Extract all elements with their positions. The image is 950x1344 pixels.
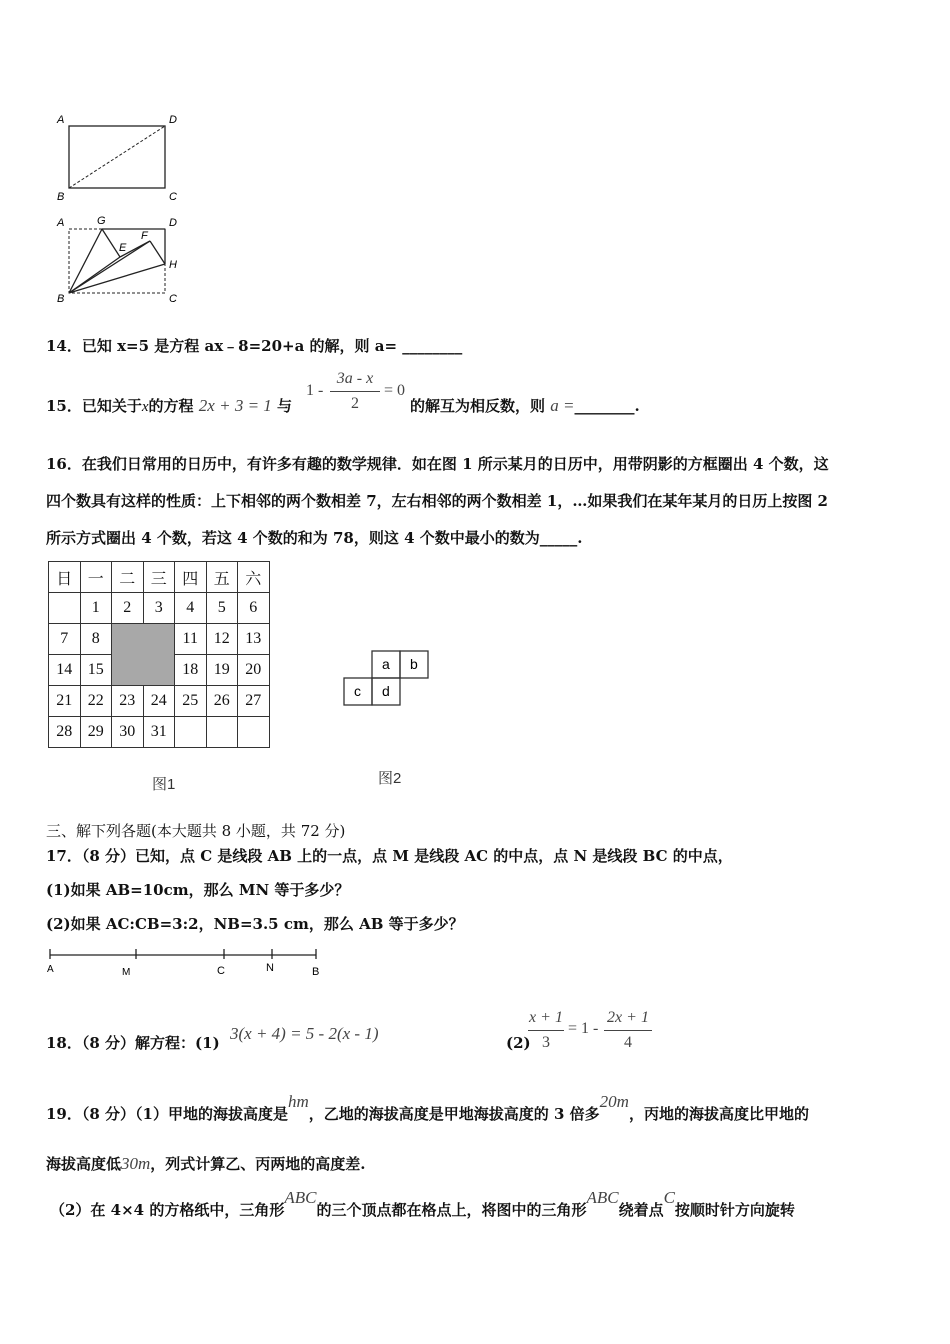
- q15-frac-num: 3a - x: [336, 370, 374, 387]
- label-e: E: [119, 242, 127, 254]
- calendar-cell: 4: [175, 593, 207, 624]
- fig2-c: c: [354, 683, 361, 699]
- q16-line3-wrap: [46, 528, 582, 548]
- calendar-cell: 19: [206, 655, 238, 686]
- figure-2: [342, 648, 434, 710]
- q15-end: .: [634, 397, 640, 415]
- q19-20m: 20m: [599, 1092, 629, 1111]
- calendar-cell: 24: [143, 686, 175, 717]
- q19-t1: 19．（8 分）（1）甲地的海拔高度是: [46, 1105, 288, 1123]
- fig2-b: b: [410, 656, 418, 672]
- q15-prefix: 15．已知关于: [46, 397, 142, 415]
- calendar-cell: 29: [80, 717, 112, 748]
- label-d-top: D: [169, 114, 177, 126]
- q15-blank: ________: [574, 397, 635, 415]
- diagonal-bd: [69, 126, 165, 188]
- q16-line3: 所示方式圈出 4 个数，若这 4 个数的和为 78，则这 4 个数中最小的数为: [46, 529, 540, 547]
- shaded-box: [112, 624, 175, 686]
- q19-hm: hm: [287, 1092, 309, 1111]
- calendar-header: 四: [175, 562, 207, 593]
- calendar-cell: [49, 593, 81, 624]
- q18-num2: 2x + 1: [607, 1009, 649, 1026]
- figure-2-label: 图2: [378, 770, 402, 787]
- label-b-top: B: [57, 191, 65, 203]
- q19-30m: 30m: [121, 1154, 151, 1173]
- point-c: C: [217, 965, 225, 977]
- q18-mid: = 1 -: [568, 1020, 599, 1037]
- calendar-header: 一: [80, 562, 112, 593]
- q15-suffix-line: [410, 396, 640, 416]
- question-15: [46, 396, 292, 417]
- point-n: N: [266, 962, 274, 974]
- fig2-a: a: [382, 656, 390, 672]
- line-ge: [102, 229, 120, 257]
- fig2-d: d: [382, 683, 390, 699]
- q15-var: x: [141, 399, 149, 415]
- q16-line1: 16．在我们日常用的日历中，有许多有趣的数学规律．如在图 1 所示某月的日历中，用带阴影的方框圈出 4 个数，这: [46, 455, 829, 473]
- calendar-header: 二: [112, 562, 144, 593]
- question-18: [46, 1033, 220, 1053]
- q19-t5: ，列式计算乙、丙两地的高度差.: [150, 1155, 366, 1173]
- calendar-table: [48, 561, 270, 748]
- q18-part2-label: (2): [506, 1034, 531, 1052]
- q14-text: 14．已知 x=5 是方程 ax﹣8=20+a 的解，则 a=: [46, 337, 398, 355]
- calendar-cell: 14: [49, 655, 81, 686]
- q15-mid: 的方程: [148, 397, 194, 415]
- calendar-header: 六: [238, 562, 270, 593]
- calendar-cell: 30: [112, 717, 144, 748]
- q16-line2: 四个数具有这样的性质：上下相邻的两个数相差 7，左右相邻的两个数相差 1，…如果我们在某年某月的日历上按图 2: [46, 492, 828, 510]
- calendar-cell: 28: [49, 717, 81, 748]
- calendar-cell: [206, 717, 238, 748]
- calendar-cell: 22: [80, 686, 112, 717]
- label-a-bottom: A: [57, 217, 65, 229]
- label-c-top: C: [169, 191, 177, 203]
- q19-line2: [46, 1154, 366, 1174]
- q16-end: .: [577, 529, 583, 547]
- calendar-cell: [175, 717, 207, 748]
- line-bf: [69, 241, 150, 293]
- figure-1-label: 图1: [152, 776, 176, 793]
- calendar-cell: 18: [175, 655, 207, 686]
- q15-frac-bar: [330, 391, 380, 392]
- calendar-cell: [238, 717, 270, 748]
- calendar-cell: 20: [238, 655, 270, 686]
- q18-eq1: 3(x + 4) = 5 - 2(x - 1): [230, 1024, 379, 1043]
- q17-part2: (2)如果 AC:CB=3:2，NB=3.5 cm，那么 AB 等于多少？: [46, 915, 464, 933]
- q18-text: 18．（8 分）解方程：(1): [46, 1034, 220, 1052]
- point-m: M: [122, 967, 131, 978]
- calendar-header-row: [49, 562, 270, 593]
- calendar-cell: 13: [238, 624, 270, 655]
- q19-t4: 海拔高度低: [46, 1155, 122, 1173]
- line-bg: [69, 229, 102, 293]
- calendar-cell: 27: [238, 686, 270, 717]
- calendar-cell: 2: [112, 593, 144, 624]
- calendar-cell: 12: [206, 624, 238, 655]
- q18-num1: x + 1: [529, 1009, 563, 1026]
- calendar-cell: 21: [49, 686, 81, 717]
- q15-frac-lead: 1 -: [306, 382, 324, 399]
- calendar-cell: 6: [238, 593, 270, 624]
- q19-t8: 绕着点: [618, 1201, 664, 1219]
- q19-abc1: ABC: [284, 1188, 317, 1207]
- calendar-cell: 5: [206, 593, 238, 624]
- calendar-row: [49, 686, 270, 717]
- q16-blank: _____: [539, 529, 578, 547]
- rectangle-figures: [50, 108, 190, 308]
- q17-text: 17．（8 分）已知，点 C 是线段 AB 上的一点，点 M 是线段 AC 的中点，点 N 是线段 BC 的中点，: [46, 847, 733, 865]
- q19-t9: 按顺时针方向旋转: [674, 1201, 795, 1219]
- q15-eq1: 2x + 3 = 1: [198, 396, 272, 415]
- q15-frac-tail: = 0: [384, 382, 406, 399]
- calendar-cell: 25: [175, 686, 207, 717]
- calendar-cell: 8: [80, 624, 112, 655]
- q18-bar2: [604, 1030, 652, 1031]
- calendar-cell: 15: [80, 655, 112, 686]
- segment-diagram: [44, 942, 334, 980]
- calendar-row: [49, 717, 270, 748]
- q15-with: 与: [277, 397, 293, 415]
- line-fh: [150, 241, 165, 264]
- label-f: F: [141, 230, 148, 242]
- q14-blank: ________: [402, 337, 463, 355]
- q19-t2: ，乙地的海拔高度是甲地海拔高度的 3 倍多: [308, 1105, 600, 1123]
- q15-suffix: 的解互为相反数，则: [410, 397, 546, 415]
- point-b: B: [312, 966, 320, 978]
- q18-den2: 4: [624, 1034, 632, 1051]
- calendar-row: [49, 624, 270, 655]
- q18-den1: 3: [542, 1034, 550, 1051]
- calendar-header: 日: [49, 562, 81, 593]
- label-b-bottom: B: [57, 293, 65, 305]
- calendar-cell: 26: [206, 686, 238, 717]
- line-bh: [69, 264, 165, 293]
- point-a: A: [47, 964, 54, 975]
- q19-t3: ，丙地的海拔高度比甲地的: [628, 1105, 809, 1123]
- calendar-row: [49, 593, 270, 624]
- q19-line1: [46, 1092, 809, 1124]
- q19-line3: [50, 1188, 795, 1220]
- q17-part1: (1)如果 AB=10cm，那么 MN 等于多少？: [46, 881, 350, 899]
- label-c-bottom: C: [169, 293, 177, 305]
- calendar-cell: 3: [143, 593, 175, 624]
- q19-t7: 的三个顶点都在格点上，将图中的三角形: [316, 1201, 587, 1219]
- q19-c: C: [663, 1188, 675, 1207]
- q18-bar1: [528, 1030, 564, 1031]
- q19-abc2: ABC: [586, 1188, 619, 1207]
- calendar-header: 三: [143, 562, 175, 593]
- q15-a-eq: a =: [550, 396, 575, 415]
- label-h: H: [169, 259, 177, 271]
- calendar-cell: 11: [175, 624, 207, 655]
- section-3-title: 三、解下列各题(本大题共 8 小题，共 72 分): [46, 822, 346, 840]
- label-a-top: A: [57, 114, 65, 126]
- label-g: G: [97, 215, 106, 227]
- calendar-cell: 7: [49, 624, 81, 655]
- calendar-header: 五: [206, 562, 238, 593]
- calendar-cell: 23: [112, 686, 144, 717]
- q15-frac-den: 2: [351, 395, 359, 412]
- calendar-cell: 1: [80, 593, 112, 624]
- q19-t6: （2）在 4×4 的方格纸中，三角形: [50, 1201, 285, 1219]
- question-14: [46, 336, 462, 356]
- label-d-bottom: D: [169, 217, 177, 229]
- calendar-cell: 31: [143, 717, 175, 748]
